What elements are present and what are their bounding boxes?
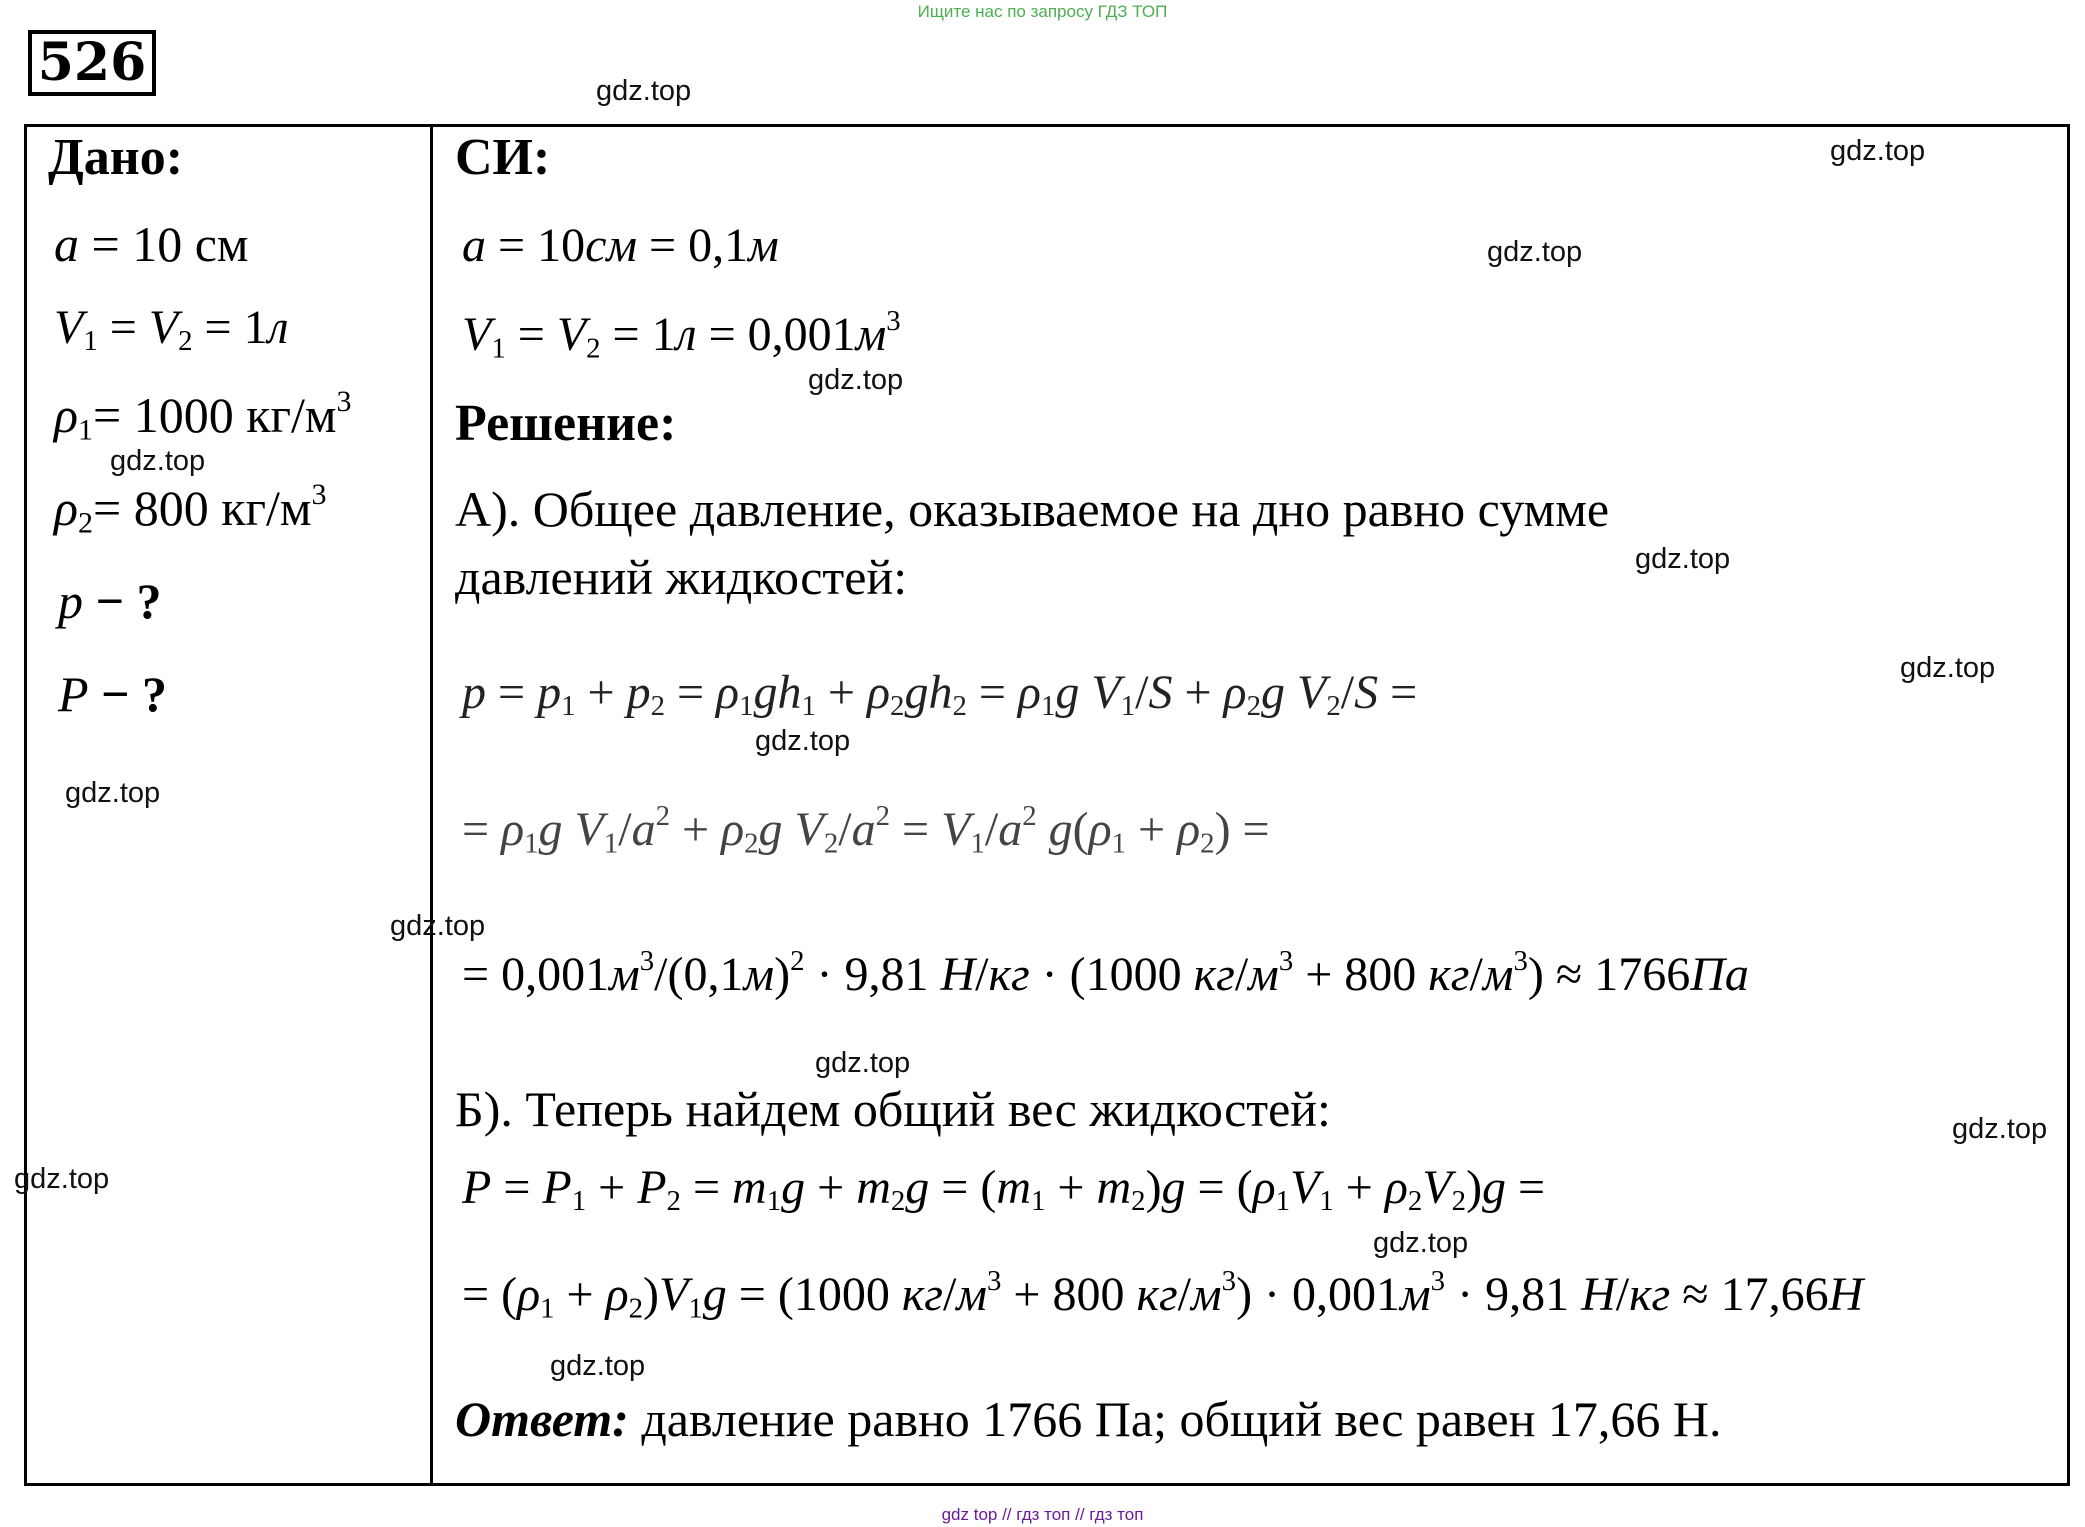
bottom-banner: gdz top // гдз топ // гдз топ xyxy=(941,1505,1144,1524)
given-line-a: a = 10 см xyxy=(54,216,249,272)
equation-1: $p = p_1 + p_2 = \rho_1gh_1 + \rho_2gh_2 = \rho_1g$ $V_1/S + \rho_2g$ $V_2/S$ = xyxy=(462,666,1418,723)
equation-3: = $0,001м^3/(0,1м)^2 \cdot 9,81$ Н/кг · (1000 $кг/м^3 + 800$ $кг/м^3) \approx 1766Па$ xyxy=(462,945,1749,1002)
answer-label: Ответ: xyxy=(455,1391,629,1447)
equation-4: $P = P_1 + P_2 = m_1g + m_2g = (m_1 + m_2)g = (\rho_1V_1 + \rho_2V_2)g$ = xyxy=(462,1161,1546,1218)
answer xyxy=(455,1390,1721,1448)
part-a-line-1: А). Общее давление, оказываемое на дно равно сумме xyxy=(455,481,1610,537)
watermark: gdz.top xyxy=(550,1350,646,1382)
watermark: gdz.top xyxy=(1900,652,1996,684)
si-title: СИ: xyxy=(455,129,551,186)
si-line-a: a = 10см = 0,1м xyxy=(462,219,779,272)
part-b-heading: Б). Теперь найдем общий вес жидкостей: xyxy=(455,1081,1331,1137)
watermark: gdz.top xyxy=(390,910,486,942)
column-divider xyxy=(430,126,433,1484)
watermark: gdz.top xyxy=(14,1163,110,1195)
given-line-P: P − ? xyxy=(58,666,168,722)
watermark: gdz.top xyxy=(1952,1113,2048,1145)
given-line-rho1: $\rho_1= 1000$ $кг/м^3$ xyxy=(54,385,352,447)
top-banner: Ищите нас по запросу ГДЗ ТОП xyxy=(917,2,1168,21)
given-line-volume: $V_1 = V_2 = 1л$ xyxy=(54,301,289,358)
part-a-line-2: давлений жидкостей: xyxy=(455,549,908,605)
si-line-volume: $V_1 = V_2 = 1л = 0,001м^3$ xyxy=(462,305,901,365)
watermark: gdz.top xyxy=(110,445,206,477)
watermark: gdz.top xyxy=(1635,543,1731,575)
watermark: gdz.top xyxy=(755,725,851,757)
equation-5: = $(\rho_1 + \rho_2)V_1g = (1000$ $кг/м^3 + 800$ $кг/м^3) \cdot 0,001м^3 \cdot 9,81$ Н/кг ≈ 17,66Н xyxy=(462,1265,1864,1325)
solution-title: Решение: xyxy=(455,395,677,452)
watermark: gdz.top xyxy=(1487,236,1583,268)
watermark: gdz.top xyxy=(65,777,161,809)
given-title: Дано: xyxy=(48,129,184,186)
watermark: gdz.top xyxy=(815,1047,911,1079)
given-line-p: p − ? xyxy=(58,573,162,629)
watermark: gdz.top xyxy=(1373,1227,1469,1259)
given-line-rho2: $\rho_2= 800$ $кг/м^3$ xyxy=(54,478,327,540)
problem-number: 526 xyxy=(28,30,156,96)
answer-text: давление равно 1766 Па; общий вес равен 17,66 Н. xyxy=(641,1391,1722,1447)
watermark: gdz.top xyxy=(808,364,904,396)
watermark: gdz.top xyxy=(1830,135,1926,167)
watermark: gdz.top xyxy=(596,75,692,107)
equation-2: = $\rho_1g$ $V_1/a^2 + \rho_2g$ $V_2/a^2 = V_1/a^2$ $g(\rho_1 + \rho_2)$ = xyxy=(462,800,1270,860)
